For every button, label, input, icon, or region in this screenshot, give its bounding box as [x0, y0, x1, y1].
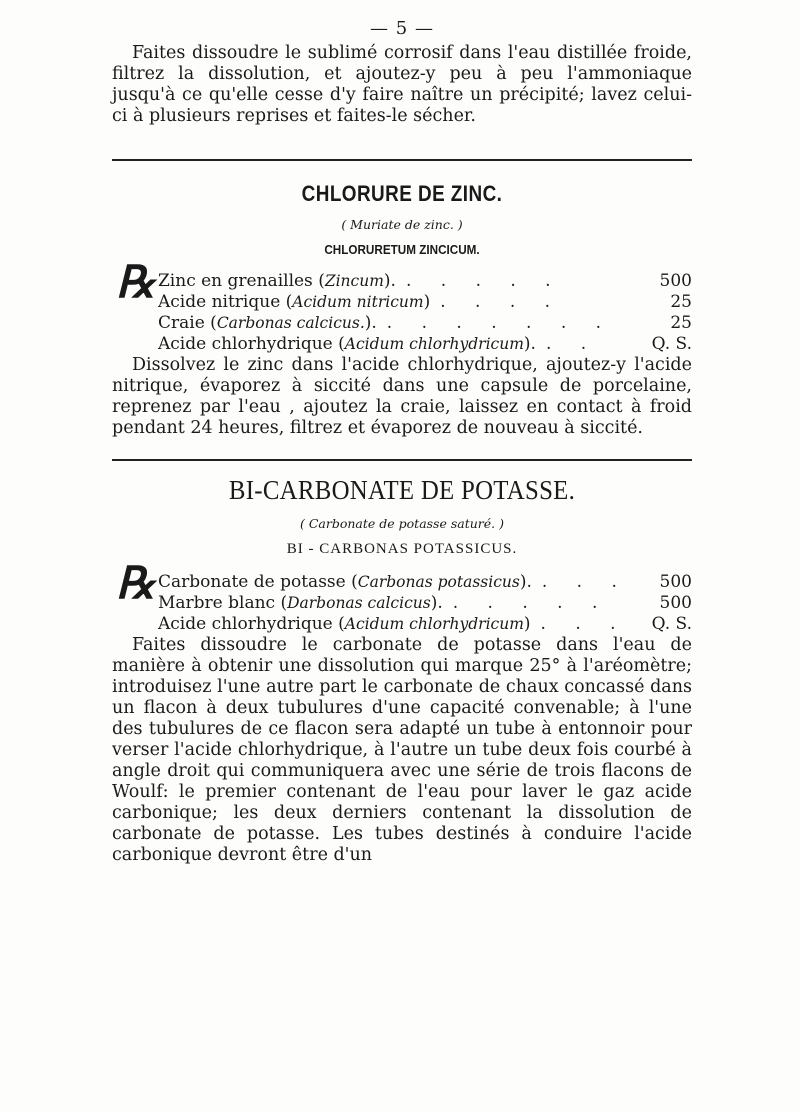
ingredient-quantity: 25 [670, 313, 692, 333]
section-synonym: ( Muriate de zinc. ) [341, 217, 463, 232]
recipe-symbol-icon: ℞ [116, 257, 156, 308]
ingredient-quantity: 500 [659, 572, 692, 592]
ingredient-quantity: 500 [659, 593, 692, 613]
instructions-paragraph: Dissolvez le zinc dans l'acide chlorhydrique, ajoutez-y l'acide nitrique, évaporez à siccité dans une capsule de porcelaine, reprenez par l'eau , ajoutez la craie, laissez en contact à froid pendant 24 heures, filtrez et évaporez de nouveau à siccité. [112, 355, 692, 438]
ingredient-quantity: 25 [670, 292, 692, 312]
section-chlorure-de-zinc [112, 181, 692, 439]
page-number: — 5 — [370, 18, 434, 39]
ingredient-row: Zinc en grenailles (Zincum). . . . . . 500 [158, 271, 692, 291]
recipe-list [112, 558, 692, 635]
document-page [112, 18, 692, 866]
recipe-list [112, 257, 692, 355]
ingredient-row: Craie (Carbonas calcicus.). . . . . . . . 25 [158, 313, 692, 333]
intro-paragraph: Faites dissoudre le sublimé corrosif dans l'eau distillée froide, filtrez la dissolution, et ajoutez-y peu à peu l'ammoniaque jusqu'à ce qu'elle cesse d'y faire naître un précipité; lavez celui-ci à plusieurs reprises et faites-le sécher. [112, 43, 692, 126]
instructions-paragraph: Faites dissoudre le carbonate de potasse dans l'eau de manière à obtenir une dissolution qui marque 25° à l'aréomètre; introduisez l'une autre part le carbonate de chaux concassé dans un flacon à deux tubulures d'une capacité convenable; à l'une des tubulures de ce flacon sera adapté un tube à entonnoir pour verser l'acide chlorhydrique, à l'autre un tube deux fois courbé à angle droit qui communiquera avec une série de trois flacons de Woulf: le premier contenant de l'eau pour laver le gaz acide carbonique; les deux derniers contenant la dissolution de carbonate de potasse. Les tubes destinés à conduire l'acide carbonique devront être d'un [112, 635, 692, 865]
section-title: BI-CARBONATE DE POTASSE. [228, 475, 576, 505]
ingredient-quantity: 500 [659, 271, 692, 291]
ingredient-row: Carbonate de potasse (Carbonas potassicus). . . . 500 [158, 572, 692, 592]
section-bi-carbonate-de-potasse [112, 475, 692, 866]
ingredient-row: Acide chlorhydrique (Acidum chlorhydricum). . . Q. S. [158, 334, 692, 354]
ingredient-row: Acide nitrique (Acidum nitricum) . . . . 25 [158, 292, 692, 312]
ingredient-row: Marbre blanc (Darbonas calcicus). . . . . . 500 [158, 593, 692, 613]
ingredient-row: Acide chlorhydrique (Acidum chlorhydricum) . . . Q. S. [158, 614, 692, 634]
section-latin-name: BI - CARBONAS POTASSICUS. [286, 541, 518, 557]
recipe-symbol-icon: ℞ [116, 558, 156, 609]
section-synonym: ( Carbonate de potasse saturé. ) [300, 516, 504, 531]
section-title: CHLORURE DE ZINC. [301, 181, 503, 206]
ingredient-quantity: Q. S. [651, 334, 692, 354]
section-latin-name: CHLORURETUM ZINCICUM. [324, 242, 480, 257]
ingredient-quantity: Q. S. [651, 614, 692, 634]
